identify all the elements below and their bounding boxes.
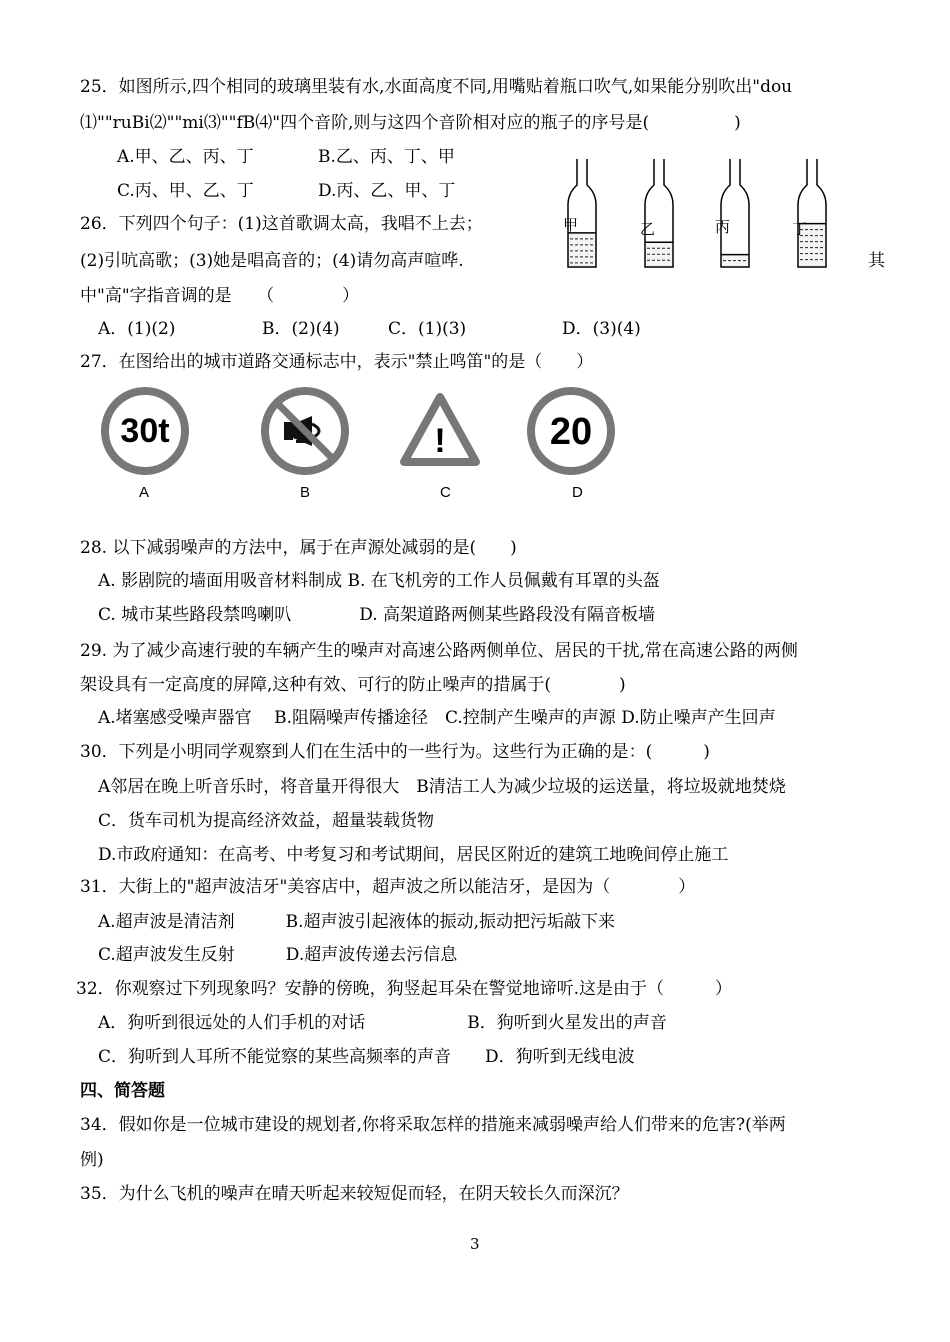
q30-line4: D.市政府通知：在高考、中考复习和考试期间，居民区附近的建筑工地晚间停止施工 <box>98 845 729 865</box>
q29-line1: 29. 为了减少高速行驶的车辆产生的噪声对高速公路两侧单位、居民的干扰,常在高速公路的两侧 <box>80 641 798 661</box>
bottle-label-yi: 乙 <box>640 220 656 238</box>
q26-option-b: B．(2)(4) <box>262 319 340 339</box>
section-heading: 四、简答题 <box>80 1081 165 1101</box>
bottle-label-ding: 丁 <box>792 220 808 238</box>
q28-line2: A. 影剧院的墙面用吸音材料制成 B. 在飞机旁的工作人员佩戴有耳罩的头盔 <box>98 571 660 591</box>
q25-option-c: C.丙、甲、乙、丁 <box>117 181 254 201</box>
q26-line3: 中"高"字指音调的是 （ ） <box>80 286 360 306</box>
bottle-water <box>568 233 596 267</box>
sign-c-text: ! <box>434 422 446 460</box>
q26-line2-tail: 其 <box>868 251 885 271</box>
q26-option-d: D．(3)(4) <box>562 319 641 339</box>
q25-option-b: B.乙、丙、丁、甲 <box>318 147 455 167</box>
bottle-outline <box>721 159 749 267</box>
q30-line1: 30．下列是小明同学观察到人们在生活中的一些行为。这些行为正确的是：( ) <box>80 742 710 762</box>
q25-line2: ⑴""ruBi⑵""mi⑶""fB⑷"四个音阶,则与这四个音阶相对应的瓶子的序号是( ) <box>80 113 741 133</box>
bottle-label-jia: 甲 <box>563 216 579 234</box>
q30-line2: A邻居在晚上听音乐时，将音量开得很大 B清洁工人为减少垃圾的运送量，将垃圾就地焚烧 <box>98 777 786 797</box>
bottles-drawing <box>560 155 850 275</box>
q26-option-a: A．(1)(2) <box>98 319 176 339</box>
q26-option-c: C．(1)(3) <box>388 319 467 339</box>
sign-b-label: B <box>300 484 311 501</box>
q34-line1: 34．假如你是一位城市建设的规划者,你将采取怎样的措施来减弱噪声给人们带来的危害?(举两 <box>80 1115 786 1135</box>
bottle-3 <box>721 159 749 267</box>
q32-line3: C．狗听到人耳所不能觉察的某些高频率的声音 D．狗听到无线电波 <box>98 1047 635 1067</box>
q34-line2: 例) <box>80 1150 104 1170</box>
q32-line1: 32．你观察过下列现象吗？安静的傍晚，狗竖起耳朵在警觉地谛听.这是由于（ ） <box>76 979 733 999</box>
q31-line1: 31．大街上的"超声波洁牙"美容店中，超声波之所以能洁牙，是因为（ ） <box>80 877 696 897</box>
bottle-2 <box>645 159 673 267</box>
sign-d-speed-limit <box>526 386 616 476</box>
q32-line2: A．狗听到很远处的人们手机的对话 B．狗听到火星发出的声音 <box>98 1013 667 1033</box>
q30-line3: C．货车司机为提高经济效益，超量装载货物 <box>98 811 435 831</box>
q28-line1: 28. 以下减弱噪声的方法中，属于在声源处减弱的是( ) <box>80 538 517 558</box>
sign-d-label: D <box>572 484 583 501</box>
sign-a-text: 30t <box>120 412 170 450</box>
sign-d-text: 20 <box>549 411 593 453</box>
q28-line3: C. 城市某些路段禁鸣喇叭 D. 高架道路两侧某些路段没有隔音板墙 <box>98 605 656 625</box>
sign-c-warning <box>400 392 480 472</box>
q25-option-d: D.丙、乙、甲、丁 <box>318 181 456 201</box>
q35-line1: 35．为什么飞机的噪声在晴天听起来较短促而轻，在阴天较长久而深沉？ <box>80 1184 629 1204</box>
q31-line3: C.超声波发生反射 D.超声波传递去污信息 <box>98 945 458 965</box>
q29-line3: A.堵塞感受噪声器官 B.阻隔噪声传播途径 C.控制产生噪声的声源 D.防止噪声产生回声 <box>98 708 776 728</box>
bottle-label-bing: 丙 <box>715 218 731 236</box>
q31-line2: A.超声波是清洁剂 B.超声波引起液体的振动,振动把污垢敲下来 <box>98 912 615 932</box>
page-number: 3 <box>470 1235 480 1253</box>
q27-line1: 27．在图给出的城市道路交通标志中，表示"禁止鸣笛"的是（ ） <box>80 352 594 372</box>
q25-option-a: A.甲、乙、丙、丁 <box>117 147 254 167</box>
bottle-1 <box>568 159 596 267</box>
sign-b-no-horn <box>260 386 350 476</box>
sign-a-weight-limit <box>100 386 190 476</box>
q29-line2: 架设具有一定高度的屏障,这种有效、可行的防止噪声的措属于( ) <box>80 675 626 695</box>
sign-c-label: C <box>440 484 451 501</box>
q26-line2: (2)引吭高歌；(3)她是唱高音的；(4)请勿高声喧哗. <box>80 251 464 271</box>
sign-a-label: A <box>139 484 150 501</box>
q25-line1: 25．如图所示,四个相同的玻璃里装有水,水面高度不同,用嘴贴着瓶口吹气,如果能分别吹出"dou <box>80 77 793 97</box>
q26-line1: 26．下列四个句子：(1)这首歌调太高，我唱不上去； <box>80 214 483 234</box>
bottle-4 <box>798 159 826 267</box>
